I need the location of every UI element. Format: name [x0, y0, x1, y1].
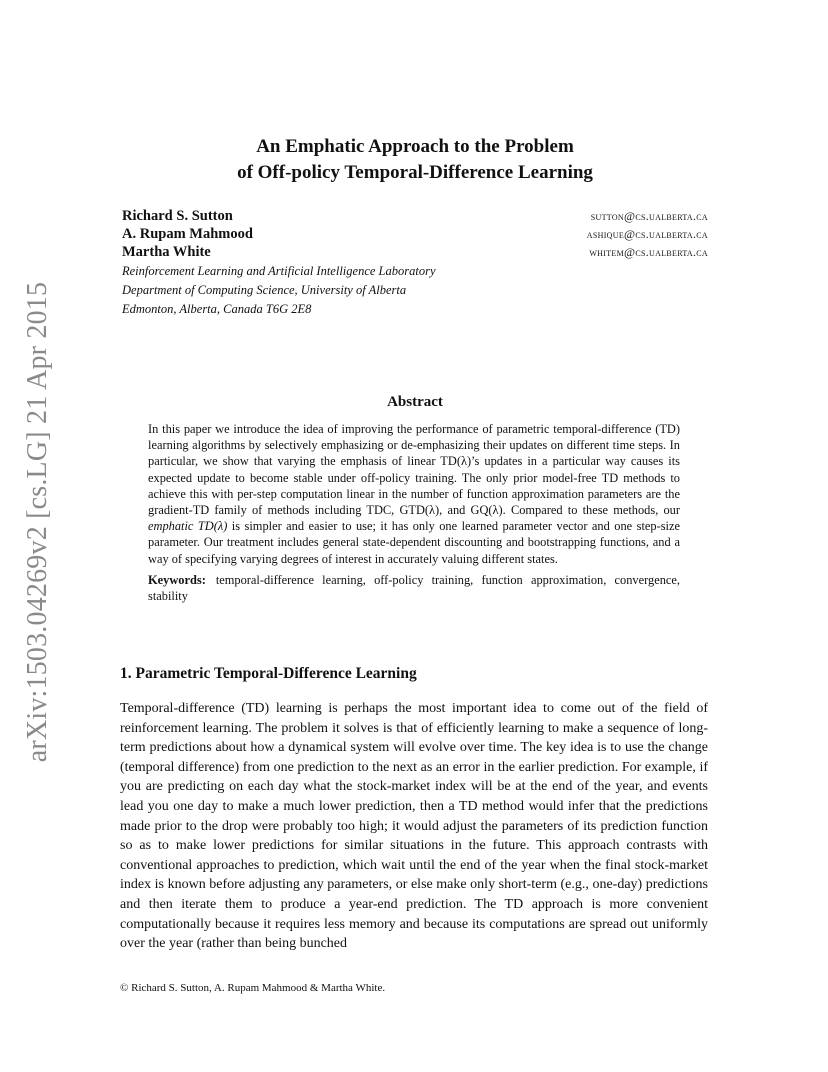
author-email: ashique@cs.ualberta.ca	[586, 227, 708, 241]
affiliation-line: Edmonton, Alberta, Canada T6G 2E8	[122, 302, 312, 316]
author-email: whitem@cs.ualberta.ca	[589, 245, 708, 259]
author-email: sutton@cs.ualberta.ca	[590, 209, 708, 223]
title-line-2: of Off-policy Temporal-Difference Learning	[237, 162, 593, 183]
abstract-text: In this paper we introduce the idea of improving the performance of parametric temporal-difference (TD) learning algorithms by selectively emphasizing or de-emphasizing their updates on different time steps. In particular, we show that varying the emphasis of linear TD(λ)’s updates in a particular way causes its expected update to become stable under off-policy training. The only prior model-free TD methods to achieve this with per-step computation linear in the number of function approximation parameters are the gradient-TD family of methods including TDC, GTD(λ), and GQ(λ). Compared to these methods, our	[148, 422, 680, 518]
author-name: Richard S. Sutton	[122, 208, 233, 224]
abstract-text: is simpler and easier to use; it has only one learned parameter vector and one step-size parameter. Our treatment includes general state-dependent discounting and bootstrapping functions, and a way of specifying varying degrees of interest in accurately valuing different states.	[148, 519, 680, 566]
affiliation-line: Department of Computing Science, University of Alberta	[122, 283, 407, 297]
copyright-footer: © Richard S. Sutton, A. Rupam Mahmood & Martha White.	[120, 982, 386, 994]
author-row	[122, 208, 708, 226]
section-body	[120, 699, 708, 954]
keywords	[148, 572, 680, 604]
arxiv-identifier-stamp	[0, 0, 60, 1072]
abstract-paragraph	[148, 421, 680, 567]
affiliation-line: Reinforcement Learning and Artificial Intelligence Laboratory	[122, 264, 436, 278]
keywords-text: temporal-difference learning, off-policy training, function approximation, convergence, stability	[148, 572, 680, 604]
title-line-1: An Emphatic Approach to the Problem	[256, 136, 574, 157]
keywords-label: Keywords:	[148, 572, 206, 587]
author-row	[122, 244, 708, 262]
arxiv-identifier: arXiv:1503.04269v2 [cs.LG] 21 Apr 2015	[22, 281, 53, 763]
author-row	[122, 226, 708, 244]
body-paragraph: Temporal-difference (TD) learning is perhaps the most important idea to come out of the field of reinforcement learning. The problem it solves is that of efficiently learning to make a sequence of long-term predictions about how a dynamical system will evolve over time. The key idea is to use the change (temporal difference) from one prediction to the next as an error in the earlier prediction. For example, if you are predicting on each day what the stock-market index will be at the end of the year, and events lead you one day to make a much lower prediction, then a TD method would infer that the predictions made prior to the drop were probably too high; it would adjust the parameters of its prediction function so as to make lower predictions for similar situations in the future. This approach contrasts with conventional approaches to prediction, which wait until the end of the year when the final stock-market index is known before adjusting any parameters, or else make only short-term (e.g., one-day) predictions and then iterate them to produce a year-end prediction. The TD approach is more convenient computationally because it requires less memory and because its computations are spread out uniformly over the year (rather than being bunched	[120, 701, 708, 952]
abstract-heading: Abstract	[387, 394, 443, 410]
abstract-emphasis: emphatic TD(λ)	[148, 519, 228, 534]
paper-title	[120, 134, 710, 186]
author-name: Martha White	[122, 244, 211, 260]
abstract-body	[148, 421, 680, 604]
author-name: A. Rupam Mahmood	[122, 226, 253, 242]
author-block	[122, 208, 708, 319]
section-heading: 1. Parametric Temporal-Difference Learning	[120, 665, 417, 682]
